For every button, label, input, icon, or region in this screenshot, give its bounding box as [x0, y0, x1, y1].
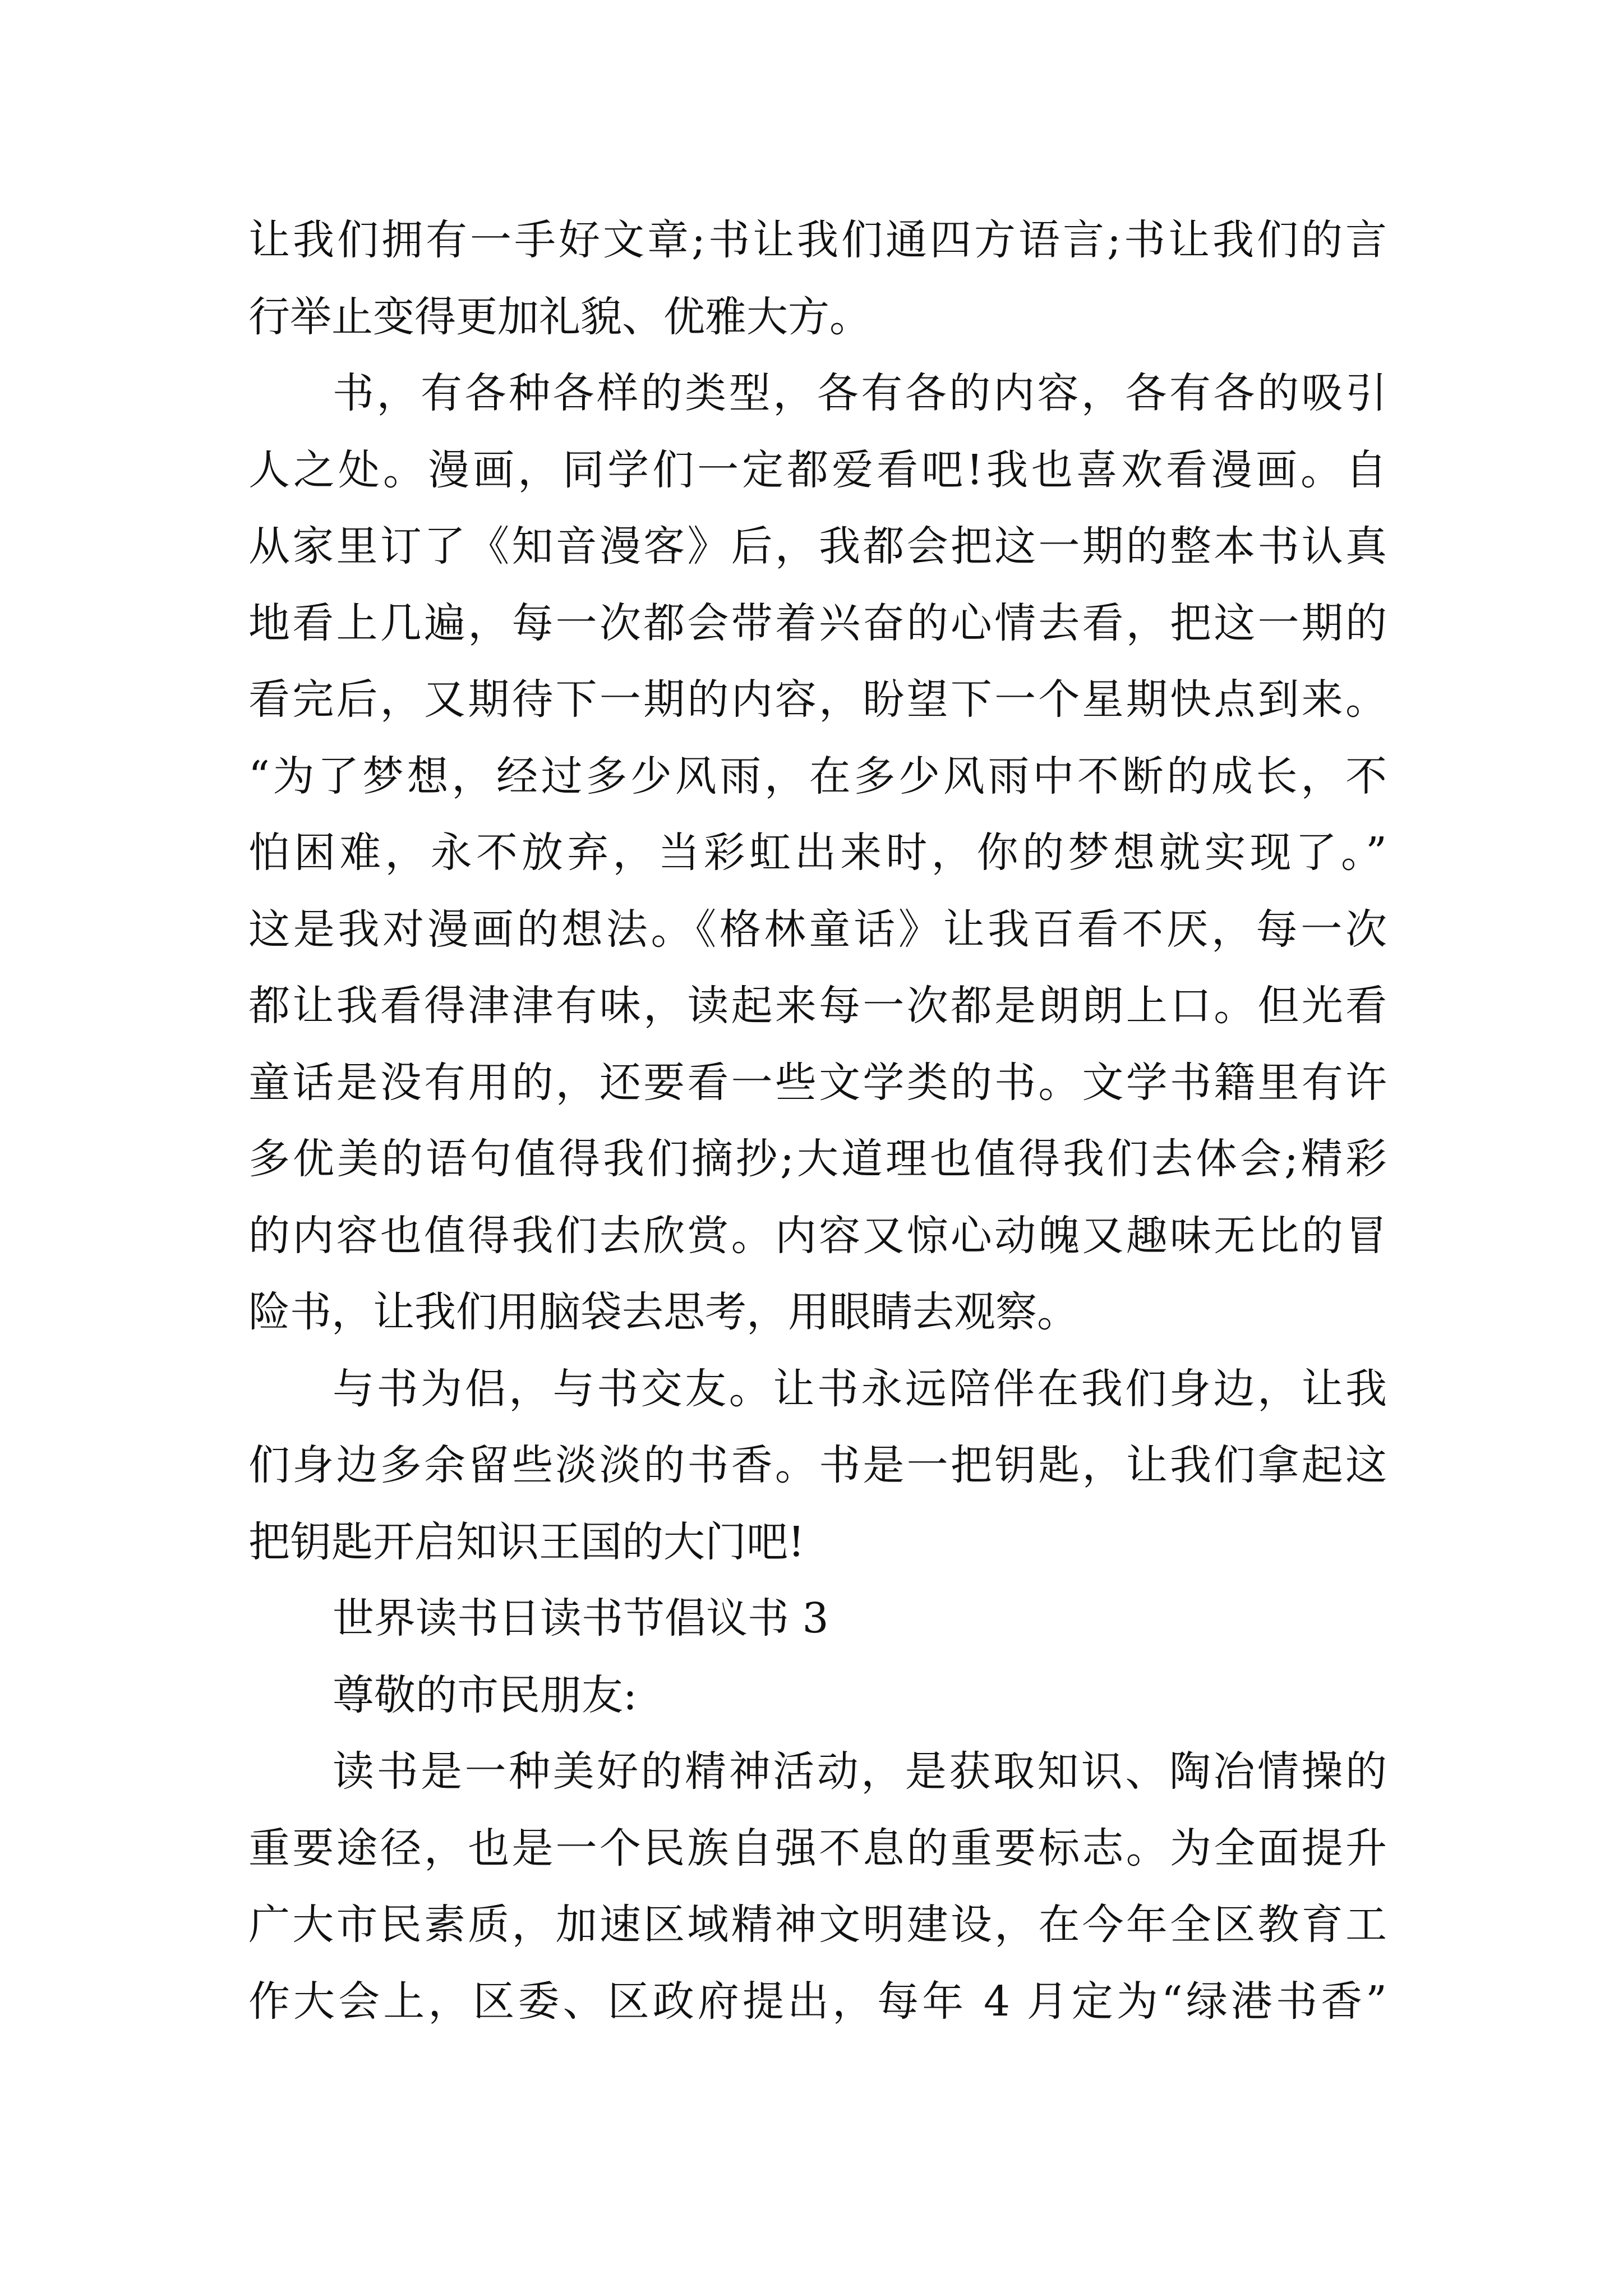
text-line: 童话是没有用的，还要看一些文学类的书。文学书籍里有许	[248, 1058, 1387, 1107]
text-line: 把钥匙开启知识王国的大门吧!	[248, 1517, 805, 1566]
text-line: 让我们拥有一手好文章;书让我们通四方语言;书让我们的言	[248, 216, 1387, 264]
paragraph-start-line: 与书为侣，与书交友。让书永远陪伴在我们身边，让我	[333, 1364, 1387, 1413]
text-line: 行举止变得更加礼貌、优雅大方。	[248, 292, 871, 341]
text-line: 们身边多余留些淡淡的书香。书是一把钥匙，让我们拿起这	[248, 1441, 1387, 1489]
text-line: 都让我看得津津有味，读起来每一次都是朗朗上口。但光看	[248, 982, 1387, 1030]
text-line: 怕困难，永不放弃，当彩虹出来时，你的梦想就实现了。”	[248, 829, 1387, 877]
paragraph-start-line: 读书是一种美好的精神活动，是获取知识、陶冶情操的	[333, 1747, 1387, 1796]
text-line: “为了梦想，经过多少风雨，在多少风雨中不断的成长，不	[248, 752, 1387, 800]
paragraph-start-line: 书，有各种各样的类型，各有各的内容，各有各的吸引	[333, 369, 1387, 417]
text-line: 看完后，又期待下一期的内容，盼望下一个星期快点到来。	[248, 675, 1387, 724]
document-body	[248, 202, 1387, 2040]
text-line: 从家里订了《知音漫客》后，我都会把这一期的整本书认真	[248, 522, 1387, 570]
text-line: 险书，让我们用脑袋去思考，用眼睛去观察。	[248, 1288, 1078, 1336]
text-line: 作大会上，区委、区政府提出，每年 4 月定为“绿港书香”	[248, 1977, 1387, 2026]
text-line: 这是我对漫画的想法。《格林童话》让我百看不厌，每一次	[248, 905, 1387, 954]
salutation-line: 尊敬的市民朋友:	[333, 1671, 637, 1719]
text-line: 重要途径，也是一个民族自强不息的重要标志。为全面提升	[248, 1824, 1387, 1872]
text-line: 广大市民素质，加速区域精神文明建设，在今年全区教育工	[248, 1901, 1387, 1949]
text-line: 多优美的语句值得我们摘抄;大道理也值得我们去体会;精彩	[248, 1135, 1387, 1183]
text-line: 人之处。漫画，同学们一定都爱看吧!我也喜欢看漫画。自	[248, 445, 1387, 494]
text-line: 的内容也值得我们去欣赏。内容又惊心动魄又趣味无比的冒	[248, 1211, 1387, 1260]
text-line: 地看上几遍，每一次都会带着兴奋的心情去看，把这一期的	[248, 599, 1387, 647]
section-heading: 世界读书日读书节倡议书 3	[333, 1594, 829, 1642]
